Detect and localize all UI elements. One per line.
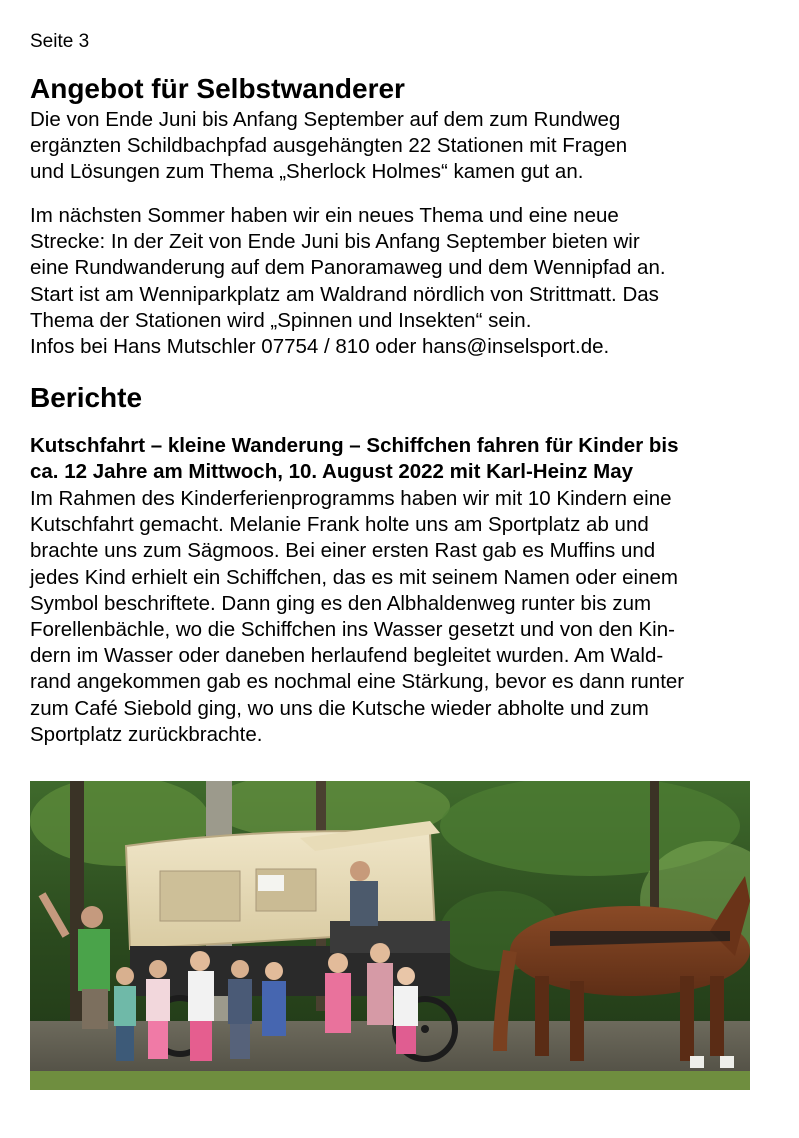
text-line: Im nächsten Sommer haben wir ein neues Thema und eine neue <box>30 204 619 227</box>
text-line: Kutschfahrt – kleine Wanderung – Schiffchen fahren für Kinder bis <box>30 434 679 457</box>
paragraph-selbstwanderer-2 <box>30 203 775 360</box>
paragraph-selbstwanderer-1 <box>30 107 775 186</box>
text-line: Symbol beschriftete. Dann ging es den Albhaldenweg runter bis zum <box>30 591 652 615</box>
text-line: dern im Wasser oder daneben herlaufend begleitet wurden. Am Wald- <box>30 644 664 668</box>
photo-illustration <box>30 781 750 1090</box>
text-line: Thema der Stationen wird „Spinnen und Insekten“ sein. <box>30 308 532 332</box>
photo-kutschfahrt <box>30 781 750 1090</box>
text-line: und Lösungen zum Thema „Sherlock Holmes“ kamen gut an. <box>30 160 584 184</box>
section-title-selbstwanderer: Angebot für Selbstwanderer <box>30 73 405 104</box>
page-number: Seite 3 <box>30 31 90 52</box>
text-line: Im Rahmen des Kinderferienprogramms haben wir mit 10 Kindern eine <box>30 487 672 510</box>
text-line: zum Café Siebold ging, wo uns die Kutsche wieder abholte und zum <box>30 696 649 720</box>
text-line: jedes Kind erhielt ein Schiffchen, das es mit seinem Namen oder einem <box>30 565 678 589</box>
section-title-berichte: Berichte <box>30 382 143 413</box>
text-line: Strecke: In der Zeit von Ende Juni bis Anfang September bieten wir <box>30 230 640 254</box>
report-body <box>30 486 775 748</box>
text-line: ca. 12 Jahre am Mittwoch, 10. August 2022 mit Karl-Heinz May <box>30 460 634 484</box>
text-line: eine Rundwanderung auf dem Panoramaweg und dem Wennipfad an. <box>30 256 666 280</box>
text-line: Start ist am Wenniparkplatz am Waldrand nördlich von Strittmatt. Das <box>30 282 659 306</box>
text-line: Sportplatz zurückbrachte. <box>30 722 263 746</box>
text-line: rand angekommen gab es nochmal eine Stärkung, bevor es dann runter <box>30 670 685 694</box>
text-line: Forellenbächle, wo die Schiffchen ins Wasser gesetzt und von den Kin- <box>30 618 675 642</box>
text-line: ergänzten Schildbachpfad ausgehängten 22 Stationen mit Fragen <box>30 134 628 158</box>
report-title <box>30 433 775 485</box>
text-line: Die von Ende Juni bis Anfang September auf dem zum Rundweg <box>30 108 621 131</box>
text-line: Infos bei Hans Mutschler 07754 / 810 oder hans@inselsport.de. <box>30 335 610 359</box>
text-line: Kutschfahrt gemacht. Melanie Frank holte uns am Sportplatz ab und <box>30 513 649 537</box>
text-line: brachte uns zum Sägmoos. Bei einer ersten Rast gab es Muffins und <box>30 539 656 563</box>
